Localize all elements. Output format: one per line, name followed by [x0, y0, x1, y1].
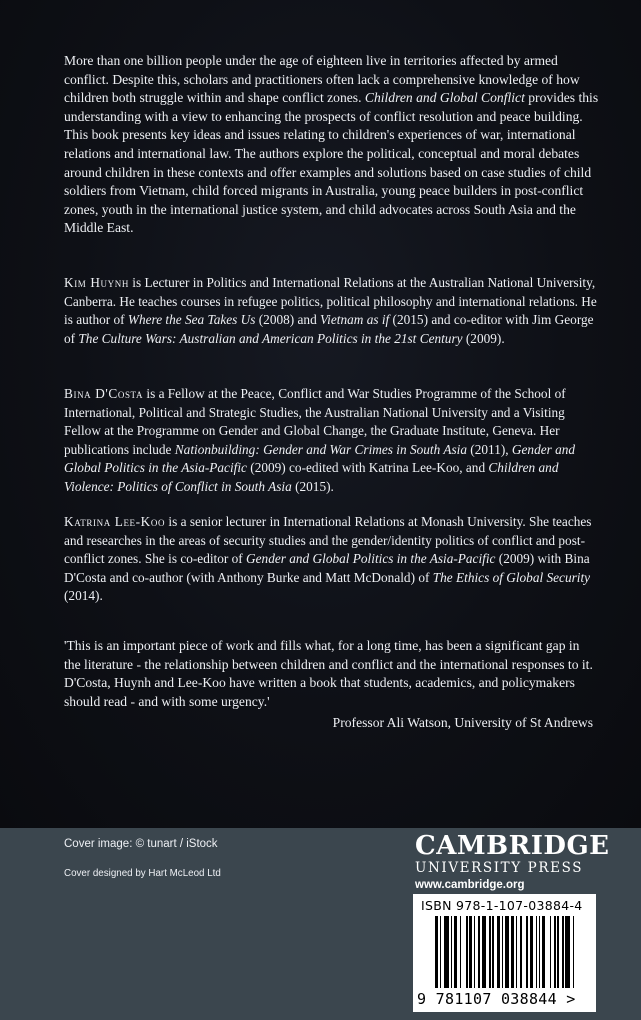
- barcode-bar: [460, 916, 462, 988]
- barcode-bar: [516, 916, 518, 988]
- barcode-bar: [530, 916, 533, 988]
- barcode-bar: [474, 916, 476, 988]
- bio-book-title: The Culture Wars: Australian and American Politics in the 21st Century: [78, 330, 463, 346]
- barcode-bar: [511, 916, 514, 988]
- bio-text: (2015) and co-editor with Jim George of: [64, 312, 594, 346]
- bio-text: (2011),: [466, 441, 512, 457]
- publisher-name: CAMBRIDGE: [415, 831, 610, 861]
- cover-design-credit: Cover designed by Hart McLeod Ltd: [64, 868, 221, 879]
- barcode-bar: [466, 916, 468, 988]
- barcode-bars: [435, 916, 583, 988]
- author-bio-huynh: [64, 274, 599, 348]
- barcode-bar: [520, 916, 522, 988]
- barcode-bar: [550, 916, 552, 988]
- bio-text: (2009).: [462, 330, 505, 346]
- barcode-bar: [469, 916, 472, 988]
- barcode-bar: [565, 916, 570, 988]
- cover-image-credit: Cover image: © tunart / iStock: [64, 838, 218, 850]
- quote-text: 'This is an important piece of work and fills what, for a long time, has been a significant gap in the literature - the relationship between children and conflict and the international responses to it. D'Costa, Huynh and Lee-Koo have written a book that students, academics, and policymakers should read - and with some urgency.': [64, 638, 593, 709]
- barcode-bar: [557, 916, 559, 988]
- barcode-bar: [435, 916, 438, 988]
- barcode-bar: [505, 916, 510, 988]
- bio-book-title: Gender and Global Politics in the Asia-Pacific: [64, 441, 576, 476]
- barcode-bar: [489, 916, 491, 988]
- author-bio-lee-koo: [64, 513, 599, 606]
- barcode-bar: [492, 916, 494, 988]
- bio-book-title: Nationbuilding: Gender and War Crimes in South Asia: [174, 441, 467, 457]
- bio-book-title: Gender and Global Politics in the Asia-Pacific: [246, 551, 496, 567]
- isbn-label: ISBN 978-1-107-03884-4: [421, 898, 583, 913]
- publisher-subtitle: UNIVERSITY PRESS: [415, 860, 584, 876]
- barcode-bar: [440, 916, 442, 988]
- author-name: Katrina Lee-Koo: [64, 514, 166, 529]
- barcode-bar: [502, 916, 504, 988]
- barcode-bar: [536, 916, 538, 988]
- barcode-bar: [554, 916, 556, 988]
- bio-text: is a Fellow at the Peace, Conflict and War Studies Programme of the School of International, Political and Strategic Studies, the Australian National University and a Visiting Fellow at the Programme on Gender and Global Change, the Graduate Institute, Geneva. Her publications include: [64, 386, 566, 457]
- book-blurb: [64, 52, 599, 238]
- author-name: Bina D'Costa: [64, 386, 144, 401]
- publisher-url: www.cambridge.org: [415, 879, 525, 891]
- bio-text: (2014).: [64, 588, 103, 604]
- isbn-barcode: [413, 894, 596, 1012]
- barcode-digits: 9 781107 038844 >: [417, 990, 576, 1008]
- quote-attribution: Professor Ali Watson, University of St Andrews: [332, 715, 593, 731]
- bio-text: is Lecturer in Politics and International Relations at the Australian National University, Canberra. He teaches courses in refugee politics, political philosophy and international relations. He is author of: [64, 275, 597, 328]
- barcode-bar: [542, 916, 545, 988]
- publisher-logo: [415, 831, 610, 891]
- bio-text: (2008) and: [255, 312, 321, 328]
- bio-book-title: The Ethics of Global Security: [432, 569, 591, 585]
- bio-book-title: Where the Sea Takes Us: [127, 312, 256, 328]
- barcode-bar: [562, 916, 564, 988]
- blurb-text-2: provides this understanding with a view to enhancing the prospects of conflict resolution and peace building. This book presents key ideas and issues relating to children's experiences of war, international relations and international law. The authors explore the political, conceptual and moral debates around children in these contexts and offer examples and solutions based on case studies of child soldiers from Vietnam, child forced migrants in Australia, young peace builders in post-conflict zones, youth in the international justice system, and child advocates across South Asia and the Middle East.: [64, 90, 599, 236]
- bio-book-title: Vietnam as if: [320, 312, 390, 328]
- blurb-book-title: Children and Global Conflict: [364, 90, 525, 106]
- barcode-bar: [497, 916, 500, 988]
- bio-text: is a senior lecturer in International Relations at Monash University. She teaches and researches in the areas of security studies and the gender/identity politics of conflict and post-conflict zones. She is co-editor of: [64, 514, 592, 567]
- barcode-bar: [573, 916, 575, 988]
- barcode-bar: [526, 916, 528, 988]
- bio-text: (2009) with Bina D'Costa and co-author (with Anthony Burke and Matt McDonald) of: [64, 551, 590, 585]
- barcode-bar: [539, 916, 541, 988]
- cover-footer: [0, 828, 641, 1020]
- barcode-bar: [451, 916, 453, 988]
- blurb-text-1: More than one billion people under the age of eighteen live in territories affected by armed conflict. Despite this, scholars and practitioners often lack a comprehensive knowledge of how children both struggle within and shape conflict zones.: [64, 53, 580, 106]
- bio-book-title: Children and Violence: Politics of Conflict in South Asia: [64, 460, 559, 494]
- bio-text: (2009) co-edited with Katrina Lee-Koo, and: [246, 460, 489, 476]
- endorsement-quote: [64, 637, 599, 733]
- barcode-bar: [444, 916, 449, 988]
- bio-text: (2015).: [291, 478, 334, 494]
- barcode-bar: [478, 916, 480, 988]
- barcode-bar: [482, 916, 487, 988]
- barcode-bar: [454, 916, 457, 988]
- author-bio-dcosta: [64, 385, 599, 497]
- author-name: Kim Huynh: [64, 275, 129, 290]
